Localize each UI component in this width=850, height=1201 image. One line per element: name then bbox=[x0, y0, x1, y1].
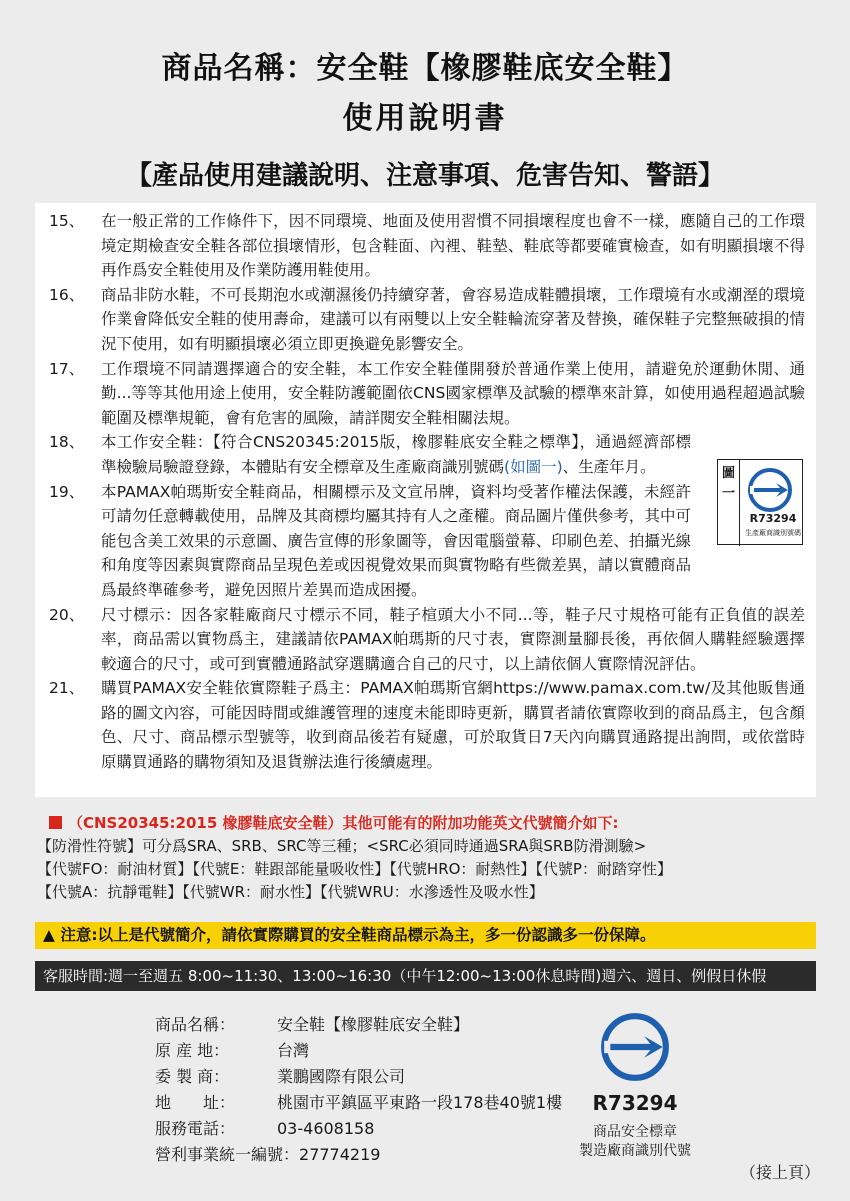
item-text: 尺寸標示：因各家鞋廠商尺寸標示不同，鞋子楦頭大小不同...等，鞋子尺寸規格可能有正負值的誤差率，商品需以實物爲主，建議請依PAMAX帕瑪斯的尺寸表，實際測量腳長後，再依個人購鞋經驗選擇較適合的尺寸，或可到實體通路試穿選購適合自己的尺寸，以上請依個人實際情況評估。 bbox=[101, 605, 805, 673]
certification-mark-figure bbox=[717, 459, 803, 545]
item-text: 商品非防水鞋，不可長期泡水或潮濕後仍持續穿著，會容易造成鞋體損壞，工作環境有水或潮溼的環境作業會降低安全鞋的使用壽命，建議可以有兩雙以上安全鞋輪流穿著及替換，確保鞋子完整無破損的情況下使用，如有明顯損壞必須立即更換避免影響安全。 bbox=[101, 285, 805, 353]
instructions-list bbox=[49, 209, 805, 775]
safety-mark-large bbox=[560, 1008, 710, 1158]
info-value: 27774219 bbox=[299, 1145, 381, 1164]
info-label: 服務電話： bbox=[155, 1119, 236, 1138]
info-label: 委 製 商： bbox=[155, 1067, 230, 1086]
item-text: 在一般正常的工作條件下，因不同環境、地面及使用習慣不同損壞程度也會不一樣，應隨自己的工作環境定期檢查安全鞋各部位損壞情形，包含鞋面、內裡、鞋墊、鞋底等都要確實檢查，如有明顯損壞不得再作爲安全鞋使用及作業防護用鞋使用。 bbox=[101, 212, 805, 280]
figure-label: 圖一 bbox=[718, 460, 740, 546]
info-value: 桃園市平鎮區平東路一段178巷40號1樓 bbox=[277, 1093, 563, 1112]
list-item bbox=[49, 283, 805, 357]
cert-code: R73294 bbox=[592, 1091, 678, 1115]
codes-line: 【防滑性符號】可分爲SRA、SRB、SRC等三種；<SRC必須同時通過SRA與SRB防滑測驗> bbox=[37, 837, 647, 855]
safety-mark-icon bbox=[598, 1010, 672, 1084]
codes-line: 【代號A：抗靜電鞋】【代號WR：耐水性】【代號WRU：水滲透性及吸水性】 bbox=[37, 883, 544, 901]
item-text: 工作環境不同請選擇適合的安全鞋，本工作安全鞋僅開發於普通作業上使用，請避免於運動休閒、通勤...等等其他用途上使用，安全鞋防護範圍依CNS國家標準及試驗的標準來計算，如使用過程超過試驗範圍及標準規範，會有危害的風險，請詳閱安全鞋相關法規。 bbox=[101, 359, 805, 427]
info-label: 原 産 地： bbox=[155, 1041, 230, 1060]
info-row bbox=[155, 1064, 562, 1090]
item-text: 購買PAMAX安全鞋依實際鞋子爲主：PAMAX帕瑪斯官網https://www.pamax.com.tw/及其他販售通路的圖文內容，可能因時間或維護管理的速度未能即時更新，購買者請依實際收到的商品爲主，包含顏色、尺寸、商品標示型號等，收到商品後若有疑慮，可於取貨日7天內向購買通路提出詢問，或依當時原購買通路的購物須知及退貨辦法進行後續處理。 bbox=[101, 679, 805, 772]
figure-reference: (如圖一) bbox=[504, 457, 563, 476]
cert-caption: 製造廠商識別代號 bbox=[579, 1143, 691, 1159]
cert-code: R73294 bbox=[749, 512, 797, 525]
info-value: 03-4608158 bbox=[277, 1119, 375, 1138]
info-value: 安全鞋【橡膠鞋底安全鞋】 bbox=[277, 1015, 470, 1034]
page-title: 商品名稱：安全鞋【橡膠鞋底安全鞋】 bbox=[161, 51, 689, 86]
product-info bbox=[155, 1012, 562, 1168]
item-number: 21、 bbox=[49, 679, 85, 698]
codes-heading bbox=[35, 811, 816, 835]
list-item bbox=[49, 480, 805, 603]
item-text-part: 、生產年月。 bbox=[562, 457, 656, 476]
item-number: 17、 bbox=[49, 359, 85, 378]
info-row bbox=[155, 1038, 562, 1064]
continued-note: （接上頁） bbox=[739, 1163, 820, 1182]
square-bullet-icon bbox=[49, 816, 62, 829]
codes-heading-text: （CNS20345:2015 橡膠鞋底安全鞋）其他可能有的附加功能英文代號簡介如下: bbox=[68, 814, 619, 832]
item-text-part: 本工作安全鞋：【符合CNS20345:2015版，橡膠鞋底安全鞋之標準】，通過經濟部標準檢驗局驗證登錄，本體貼有安全標章及生產廠商識別號碼 bbox=[101, 433, 691, 476]
list-item bbox=[49, 676, 805, 774]
safety-mark-icon bbox=[746, 466, 794, 514]
item-number: 19、 bbox=[49, 482, 85, 501]
cert-caption: 生產廠商識別號碼 bbox=[745, 529, 801, 537]
info-label: 地 址： bbox=[155, 1093, 236, 1112]
cert-caption: 商品安全標章 bbox=[593, 1124, 677, 1140]
item-text: 本PAMAX帕瑪斯安全鞋商品，相關標示及文宣吊牌，資料均受著作權法保護，未經許可請勿任意轉載使用，品牌及其商標均屬其持有人之產權。商品圖片僅供參考，其中可能包含美工效果的示意圖、廣告宣傳的形象圖等，會因電腦螢幕、印刷色差、拍攝光線和角度等因素與實際商品呈現色差或因視覺效果而與實物略有些微差異，請以實體商品爲最終準確參考，避免因照片差異而造成困擾。 bbox=[101, 482, 691, 599]
info-label: 營利事業統一編號： bbox=[155, 1145, 300, 1164]
codes-line: 【代號FO：耐油材質】【代號E：鞋跟部能量吸收性】【代號HRO：耐熱性】【代號P：耐踏穿性】 bbox=[37, 860, 672, 878]
item-number: 16、 bbox=[49, 285, 85, 304]
warning-banner: ▲ 注意:以上是代號簡介，請依實際購買的安全鞋商品標示為主，多一份認識多一份保障。 bbox=[35, 922, 816, 949]
page-subtitle: 使用說明書 bbox=[342, 101, 508, 136]
service-hours-bar: 客服時間:週一至週五 8:00~11:30、13:00~16:30（中午12:00~13:00休息時間)週六、週日、例假日休假 bbox=[35, 961, 816, 991]
info-value: 業鵬國際有限公司 bbox=[277, 1067, 406, 1086]
info-row bbox=[155, 1090, 562, 1116]
item-text bbox=[101, 430, 805, 479]
list-item bbox=[49, 603, 805, 677]
item-number: 18、 bbox=[49, 433, 85, 452]
info-row bbox=[155, 1012, 562, 1038]
list-item bbox=[49, 357, 805, 431]
instructions-panel bbox=[35, 203, 816, 797]
list-item bbox=[49, 209, 805, 283]
info-label: 商品名稱： bbox=[155, 1015, 236, 1034]
list-item bbox=[49, 430, 805, 479]
item-number: 20、 bbox=[49, 605, 85, 624]
section-heading: 【產品使用建議說明、注意事項、危害告知、警語】 bbox=[125, 161, 724, 191]
info-row bbox=[155, 1142, 562, 1168]
info-row bbox=[155, 1116, 562, 1142]
info-value: 台灣 bbox=[277, 1041, 310, 1060]
item-number: 15、 bbox=[49, 212, 85, 230]
